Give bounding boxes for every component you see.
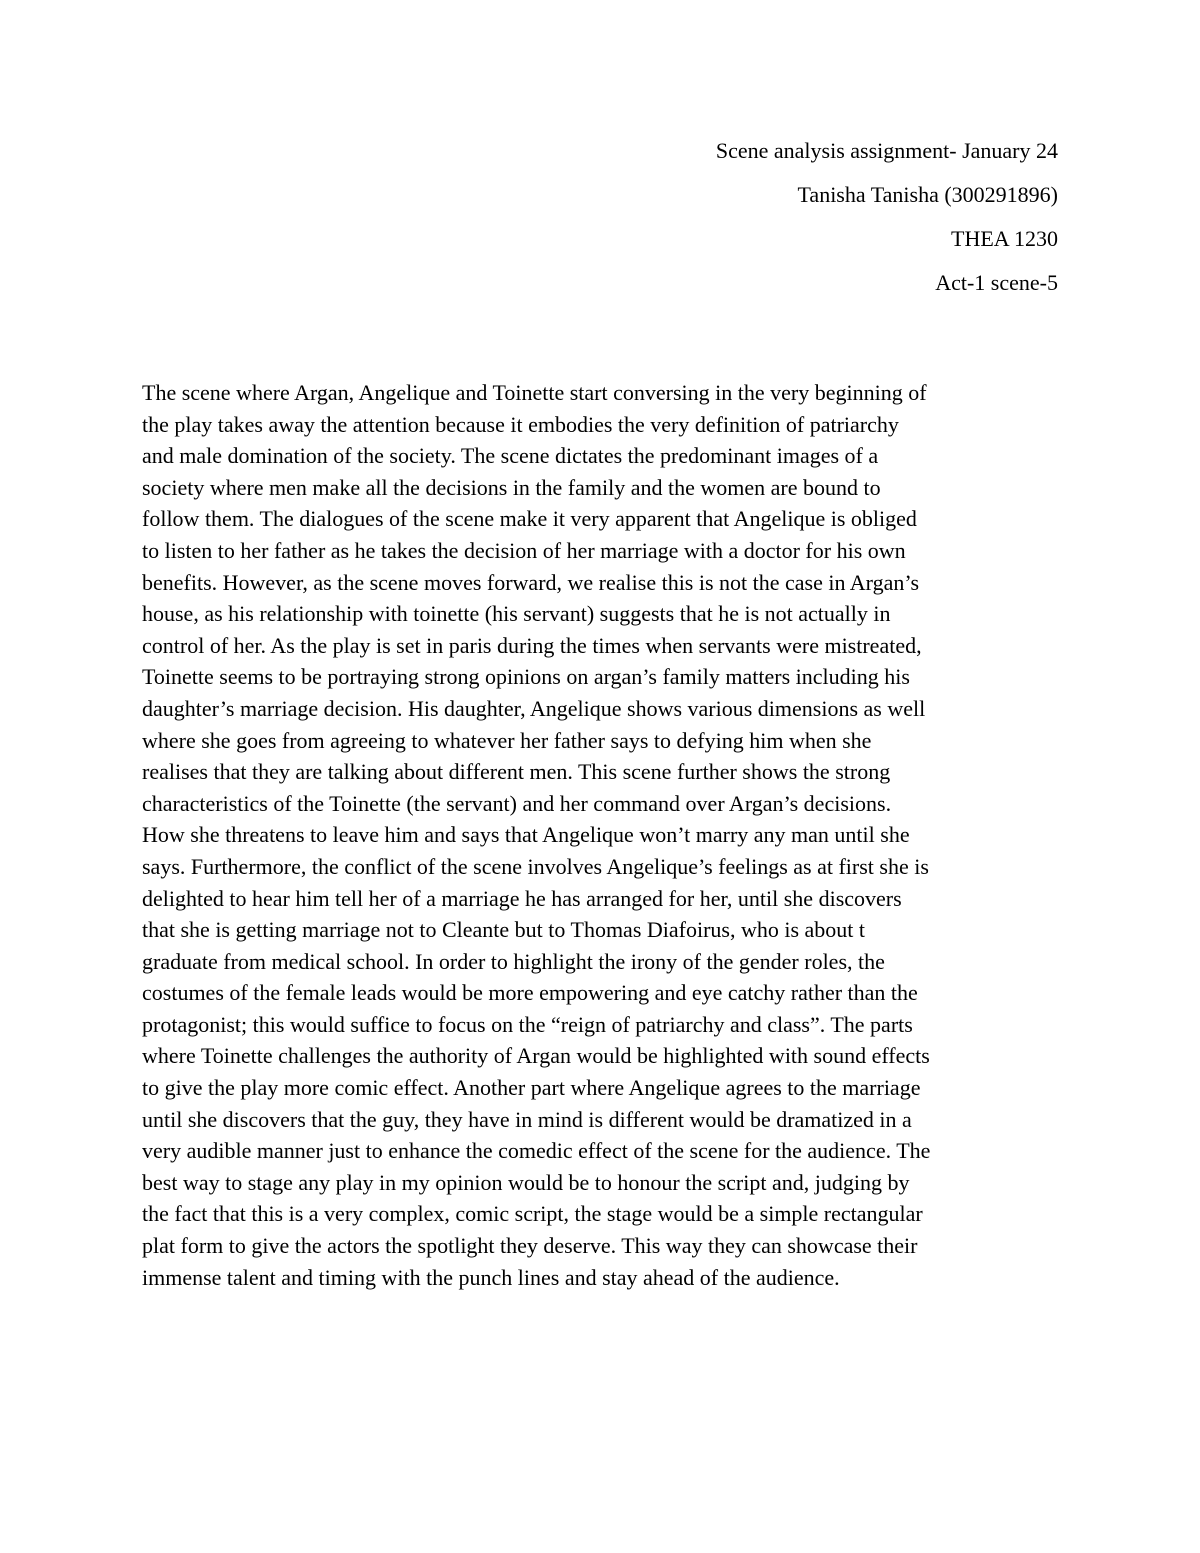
paragraph-line: benefits. However, as the scene moves forward, we realise this is not the case in Argan’s xyxy=(142,569,920,595)
paragraph-line: delighted to hear him tell her of a marriage he has arranged for her, until she discovers xyxy=(142,885,902,911)
paragraph-line: to listen to her father as he takes the decision of her marriage with a doctor for his own xyxy=(142,537,906,563)
paragraph-line: society where men make all the decisions in the family and the women are bound to xyxy=(142,474,881,500)
paragraph-line: control of her. As the play is set in paris during the times when servants were mistreated, xyxy=(142,632,922,658)
paragraph-line: daughter’s marriage decision. His daughter, Angelique shows various dimensions as well xyxy=(142,695,926,721)
paragraph-line: realises that they are talking about different men. This scene further shows the strong xyxy=(142,759,891,785)
paragraph-line: protagonist; this would suffice to focus on the “reign of patriarchy and class”. The parts xyxy=(142,1011,913,1037)
scene-reference: Act-1 scene-5 xyxy=(935,270,1058,295)
paragraph-line: graduate from medical school. In order to highlight the irony of the gender roles, the xyxy=(142,948,885,974)
paragraph-line: immense talent and timing with the punch lines and stay ahead of the audience. xyxy=(142,1264,840,1290)
paragraph-line: says. Furthermore, the conflict of the scene involves Angelique’s feelings as at first she is xyxy=(142,853,929,879)
paragraph-line: where she goes from agreeing to whatever her father says to defying him when she xyxy=(142,727,872,753)
student-name: Tanisha Tanisha (300291896) xyxy=(797,182,1058,207)
document-header xyxy=(358,140,1058,316)
paragraph-line: costumes of the female leads would be more empowering and eye catchy rather than the xyxy=(142,980,918,1006)
assignment-title: Scene analysis assignment- January 24 xyxy=(715,138,1058,163)
paragraph-line: until she discovers that the guy, they have in mind is different would be dramatized in a xyxy=(142,1106,912,1132)
paragraph-line: characteristics of the Toinette (the servant) and her command over Argan’s decisions. xyxy=(142,790,892,816)
essay-paragraph xyxy=(142,377,1062,1293)
paragraph-line: plat form to give the actors the spotlight they deserve. This way they can showcase their xyxy=(142,1233,918,1259)
paragraph-line: and male domination of the society. The scene dictates the predominant images of a xyxy=(142,443,879,469)
paragraph-line: The scene where Argan, Angelique and Toinette start conversing in the very beginning of xyxy=(142,380,927,405)
paragraph-line: follow them. The dialogues of the scene make it very apparent that Angelique is obliged xyxy=(142,506,917,532)
paragraph-line: the fact that this is a very complex, comic script, the stage would be a simple rectangular xyxy=(142,1201,923,1227)
paragraph-line: Toinette seems to be portraying strong opinions on argan’s family matters including his xyxy=(142,664,910,690)
paragraph-line: that she is getting marriage not to Cleante but to Thomas Diafoirus, who is about t xyxy=(142,917,866,943)
paragraph-line: very audible manner just to enhance the comedic effect of the scene for the audience. The xyxy=(142,1138,931,1164)
paragraph-line: the play takes away the attention because it embodies the very definition of patriarchy xyxy=(142,411,899,437)
paragraph-line: best way to stage any play in my opinion would be to honour the script and, judging by xyxy=(142,1169,910,1195)
paragraph-line: house, as his relationship with toinette (his servant) suggests that he is not actually in xyxy=(142,601,891,627)
paragraph-line: How she threatens to leave him and says that Angelique won’t marry any man until she xyxy=(142,822,910,848)
course-code: THEA 1230 xyxy=(951,226,1058,251)
paragraph-line: where Toinette challenges the authority of Argan would be highlighted with sound effects xyxy=(142,1043,930,1069)
paragraph-line: to give the play more comic effect. Another part where Angelique agrees to the marriage xyxy=(142,1075,921,1101)
